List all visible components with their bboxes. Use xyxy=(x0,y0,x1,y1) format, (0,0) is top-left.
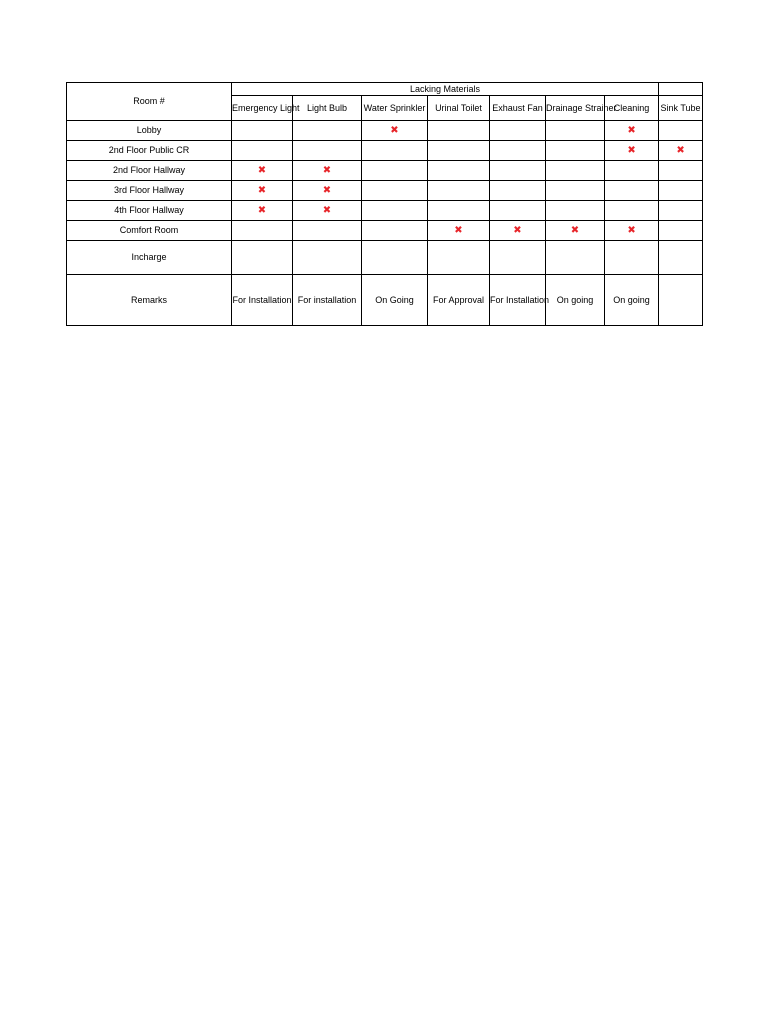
material-cell xyxy=(232,161,293,181)
table-row xyxy=(67,221,703,241)
material-cell xyxy=(362,141,428,161)
remark-cell: For Installation xyxy=(232,275,293,326)
red-x-mark-icon: ✖ xyxy=(257,165,267,176)
material-cell xyxy=(232,121,293,141)
red-x-mark-icon: ✖ xyxy=(257,205,267,216)
incharge-cell xyxy=(362,241,428,275)
red-x-mark-icon: ✖ xyxy=(627,225,636,236)
incharge-cell xyxy=(428,241,490,275)
table-row xyxy=(67,141,703,161)
material-cell xyxy=(490,201,546,221)
room-name-cell: 2nd Floor Hallway xyxy=(67,161,232,181)
remark-cell: On Going xyxy=(362,275,428,326)
material-cell xyxy=(428,221,490,241)
col-header-emergency-light: Emergency Light xyxy=(232,96,293,121)
material-cell xyxy=(659,121,703,141)
material-cell xyxy=(428,181,490,201)
spreadsheet-page xyxy=(66,82,702,328)
col-header-urinal-toilet: Urinal Toilet xyxy=(428,96,490,121)
material-cell xyxy=(293,161,362,181)
remark-cell xyxy=(659,275,703,326)
incharge-cell xyxy=(293,241,362,275)
room-name-cell: 3rd Floor Hallway xyxy=(67,181,232,201)
material-cell xyxy=(232,181,293,201)
material-cell xyxy=(546,201,605,221)
material-cell xyxy=(605,161,659,181)
incharge-row xyxy=(67,241,703,275)
material-cell xyxy=(659,221,703,241)
red-x-mark-icon: ✖ xyxy=(676,145,685,156)
red-x-mark-icon: ✖ xyxy=(390,125,399,136)
red-x-mark-icon: ✖ xyxy=(454,225,463,236)
material-cell xyxy=(232,201,293,221)
material-cell xyxy=(362,121,428,141)
incharge-cell xyxy=(490,241,546,275)
material-cell xyxy=(362,161,428,181)
col-header-drainage-strainer: Drainage Strainer xyxy=(546,96,605,121)
remarks-label: Remarks xyxy=(67,275,232,326)
red-x-mark-icon: ✖ xyxy=(322,185,332,196)
incharge-label: Incharge xyxy=(67,241,232,275)
material-cell xyxy=(605,121,659,141)
room-name-cell: Lobby xyxy=(67,121,232,141)
material-cell xyxy=(546,221,605,241)
room-name-cell: Comfort Room xyxy=(67,221,232,241)
table-row xyxy=(67,201,703,221)
material-cell xyxy=(362,221,428,241)
material-cell xyxy=(293,181,362,201)
material-cell xyxy=(490,181,546,201)
material-cell xyxy=(605,141,659,161)
remark-cell: For Installation xyxy=(490,275,546,326)
material-cell xyxy=(605,221,659,241)
table-row xyxy=(67,181,703,201)
col-header-water-sprinkler: Water Sprinkler xyxy=(362,96,428,121)
incharge-cell xyxy=(605,241,659,275)
material-cell xyxy=(428,201,490,221)
material-cell xyxy=(546,181,605,201)
col-header-cleaning: Cleaning xyxy=(605,96,659,121)
material-cell xyxy=(659,181,703,201)
material-cell xyxy=(546,161,605,181)
header-row-group xyxy=(67,83,703,96)
material-cell xyxy=(293,121,362,141)
incharge-cell xyxy=(232,241,293,275)
red-x-mark-icon: ✖ xyxy=(627,125,636,136)
material-cell xyxy=(659,161,703,181)
material-cell xyxy=(232,221,293,241)
room-name-cell: 4th Floor Hallway xyxy=(67,201,232,221)
material-cell xyxy=(605,181,659,201)
material-cell xyxy=(546,141,605,161)
table-row xyxy=(67,121,703,141)
remarks-row xyxy=(67,275,703,326)
material-cell xyxy=(605,201,659,221)
material-cell xyxy=(546,121,605,141)
lacking-materials-header: Lacking Materials xyxy=(232,83,659,96)
material-cell xyxy=(659,201,703,221)
material-cell xyxy=(293,201,362,221)
red-x-mark-icon: ✖ xyxy=(570,225,580,236)
material-cell xyxy=(293,221,362,241)
red-x-mark-icon: ✖ xyxy=(513,225,522,236)
red-x-mark-icon: ✖ xyxy=(322,205,332,216)
red-x-mark-icon: ✖ xyxy=(627,145,636,156)
room-name-cell: 2nd Floor Public CR xyxy=(67,141,232,161)
material-cell xyxy=(490,221,546,241)
material-cell xyxy=(293,141,362,161)
header-blank-cell xyxy=(659,83,703,96)
col-header-exhaust-fan: Exhaust Fan xyxy=(490,96,546,121)
data-rows xyxy=(67,121,703,241)
material-cell xyxy=(428,141,490,161)
incharge-cell xyxy=(659,241,703,275)
material-cell xyxy=(428,161,490,181)
remark-cell: On going xyxy=(605,275,659,326)
incharge-cell xyxy=(546,241,605,275)
material-cell xyxy=(490,161,546,181)
material-cell xyxy=(490,121,546,141)
red-x-mark-icon: ✖ xyxy=(257,185,267,196)
col-header-light-bulb: Light Bulb xyxy=(293,96,362,121)
material-cell xyxy=(659,141,703,161)
material-cell xyxy=(490,141,546,161)
remark-cell: On going xyxy=(546,275,605,326)
material-cell xyxy=(362,201,428,221)
material-cell xyxy=(232,141,293,161)
lacking-materials-table xyxy=(66,82,703,326)
table-row xyxy=(67,161,703,181)
red-x-mark-icon: ✖ xyxy=(322,165,332,176)
material-cell xyxy=(362,181,428,201)
remark-cell: For installation xyxy=(293,275,362,326)
remark-cell: For Approval xyxy=(428,275,490,326)
col-header-sink-tube: Sink Tube xyxy=(659,96,703,121)
material-cell xyxy=(428,121,490,141)
room-header-cell: Room # xyxy=(67,83,232,121)
